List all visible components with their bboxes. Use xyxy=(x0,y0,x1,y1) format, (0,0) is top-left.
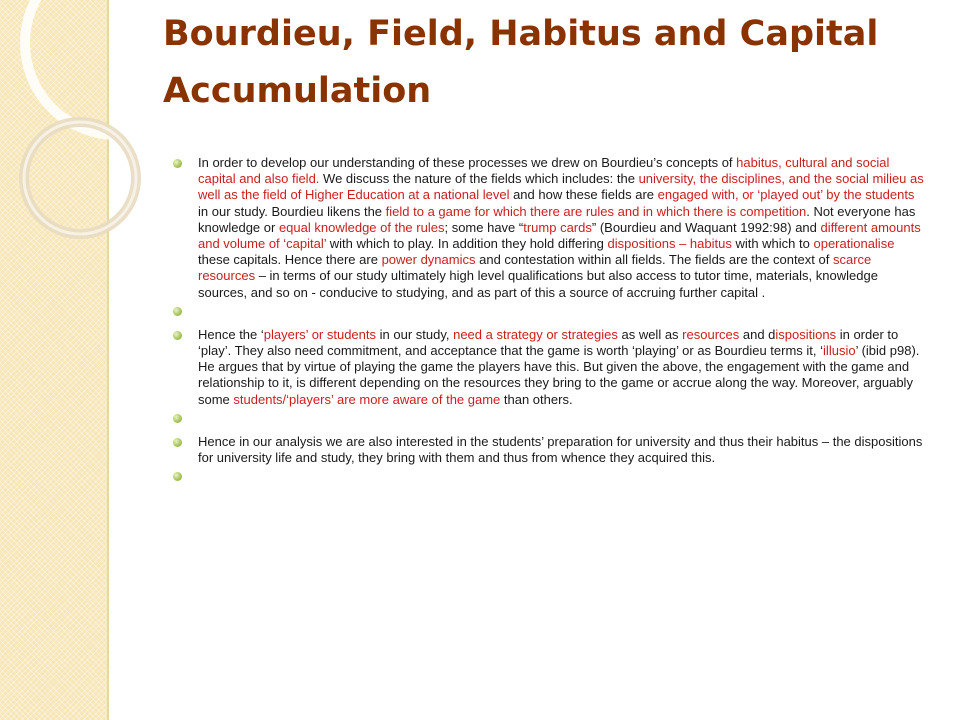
body-text: We discuss the nature of the fields which includes: the xyxy=(319,171,639,187)
highlighted-text: resources xyxy=(682,326,740,342)
highlighted-text: scarce resources xyxy=(198,252,872,284)
bullet-icon xyxy=(173,307,182,316)
empty-bullet-item xyxy=(173,413,928,429)
slide-title: Bourdieu, Field, Habitus and Capital Accumulation xyxy=(163,14,879,111)
highlighted-text: different amounts and volume of ‘capital’ xyxy=(198,219,921,252)
body-text: and d xyxy=(739,326,776,342)
highlighted-text: equal knowledge of the rules xyxy=(278,219,445,235)
highlighted-text: illusio xyxy=(823,343,856,359)
highlighted-text: trump cards xyxy=(523,219,592,235)
body-text: ” (Bourdieu and Waquant 1992:98) and xyxy=(591,219,821,235)
highlighted-text: students/‘players’ are more aware of the game xyxy=(233,391,501,407)
body-text: in our study, xyxy=(376,326,454,342)
bullet-icon xyxy=(173,414,182,423)
left-decorative-panel xyxy=(0,0,107,720)
highlighted-text: players’ or students xyxy=(263,326,377,342)
highlighted-text: ispositions xyxy=(775,326,837,342)
highlighted-text: field to a game for which there are rules and in which there is competition xyxy=(385,203,807,219)
highlighted-text: power dynamics xyxy=(381,252,476,268)
body-text: in order to ‘play’. They also need commitment, and acceptance that the game is worth ‘playing’ or as Bourdieu terms it, ‘ xyxy=(198,326,899,359)
bullet-icon xyxy=(173,331,182,340)
bullet-icon xyxy=(173,472,182,481)
bullet-icon xyxy=(173,438,182,447)
body-text: ’ (ibid p98). He argues that by virtue of playing the game the players have this. But given the above, the engagement with the game and relationship to it, is different depending on the resources they bring to the game or accrue along the way. Moreover, arguably some xyxy=(198,343,920,407)
panel-divider xyxy=(107,0,109,720)
body-text: in our study. Bourdieu likens the xyxy=(198,203,386,219)
body-text: Hence in our analysis we are also interested in the students’ preparation for university and thus their habitus – the dispositions for university life and study, they bring with them and thus from whence they acquired this. xyxy=(198,433,923,466)
empty-bullet-item xyxy=(173,306,928,322)
empty-bullet-item xyxy=(173,471,928,487)
body-text: with which to play. In addition they hold differing xyxy=(326,236,608,252)
body-text: and how these fields are xyxy=(509,187,658,203)
body-text: with which to xyxy=(731,236,814,252)
bullet-item xyxy=(173,327,928,408)
body-text: and contestation within all fields. The fields are the context of xyxy=(475,252,833,268)
highlighted-text: dispositions – habitus xyxy=(607,236,732,252)
highlighted-text: university, the disciplines, and the social milieu as well as the field of Higher Education at a national level xyxy=(198,171,924,203)
bullet-list xyxy=(173,155,928,487)
bullet-item xyxy=(173,155,928,301)
body-text: than others. xyxy=(500,391,573,407)
highlighted-text: habitus, cultural and social capital and also field. xyxy=(198,155,890,187)
body-text: as well as xyxy=(617,326,683,342)
body-text: In order to develop our understanding of these processes we drew on Bourdieu’s concepts of xyxy=(198,155,737,170)
bullet-icon xyxy=(173,159,182,168)
body-text: . Not everyone has knowledge or xyxy=(198,203,916,235)
highlighted-text: engaged with, or ‘played out’ by the students xyxy=(657,187,915,203)
body-text: these capitals. Hence there are xyxy=(198,252,382,268)
body-text: Hence the ‘ xyxy=(198,326,264,342)
bullet-item xyxy=(173,434,928,466)
highlighted-text: need a strategy or strategies xyxy=(453,326,618,342)
body-text: ; some have “ xyxy=(444,219,524,235)
highlighted-text: operationalise xyxy=(813,236,895,252)
body-text: – in terms of our study ultimately high level qualifications but also access to tutor time, materials, knowledge sources, and so on - conducive to studying, and as part of this a source of accruing further capital . xyxy=(198,268,878,300)
